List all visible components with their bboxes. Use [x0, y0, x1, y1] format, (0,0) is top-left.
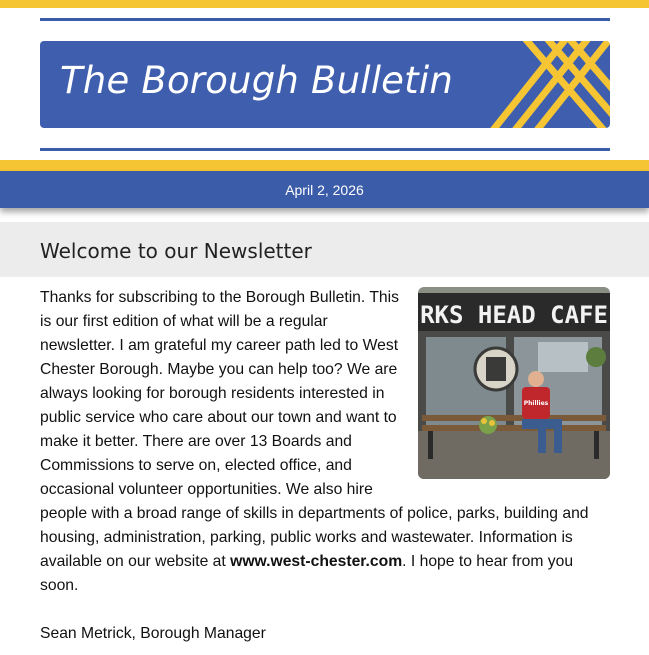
section-header [0, 222, 649, 277]
cafe-sign-text: RKS HEAD CAFE [420, 301, 608, 329]
signature: Sean Metrick, Borough Manager [40, 625, 266, 642]
gold-band [0, 160, 649, 171]
article-text: Thanks for subscribing to the Borough Bulletin. This is our first edition of what will be a regular newsletter. I am grateful my career path led to West Chester Borough. Maybe you can help too? We are always looking for borough residents interested in public service who care about our town and want to make it better. There are over 13 Boards and Commissions to serve on, elected office, and occasional volunteer opportunities. We also hire people with a broad range of skills in departments of police, parks, building and housing, administration, parking, public works and wastewater. Information is available on our website at [40, 289, 589, 570]
shirt-text: Phillies [523, 400, 549, 407]
top-gold-stripe [0, 0, 649, 8]
header-rule-bottom [40, 148, 610, 151]
article-body [40, 286, 610, 646]
section-title: Welcome to our Newsletter [40, 239, 312, 263]
article-closing-text: . I hope to hear from you soon. [40, 553, 574, 594]
header-rule-top [40, 18, 610, 21]
banner-title: The Borough Bulletin [60, 59, 453, 102]
issue-date: April 2, 2026 [285, 181, 364, 198]
cafe-photo-icon [418, 287, 610, 479]
newsletter-banner [40, 41, 610, 128]
gold-plaid-stripes-logo-icon [470, 41, 610, 128]
date-bar [0, 171, 649, 208]
website-link[interactable]: www.west-chester.com [230, 553, 403, 570]
